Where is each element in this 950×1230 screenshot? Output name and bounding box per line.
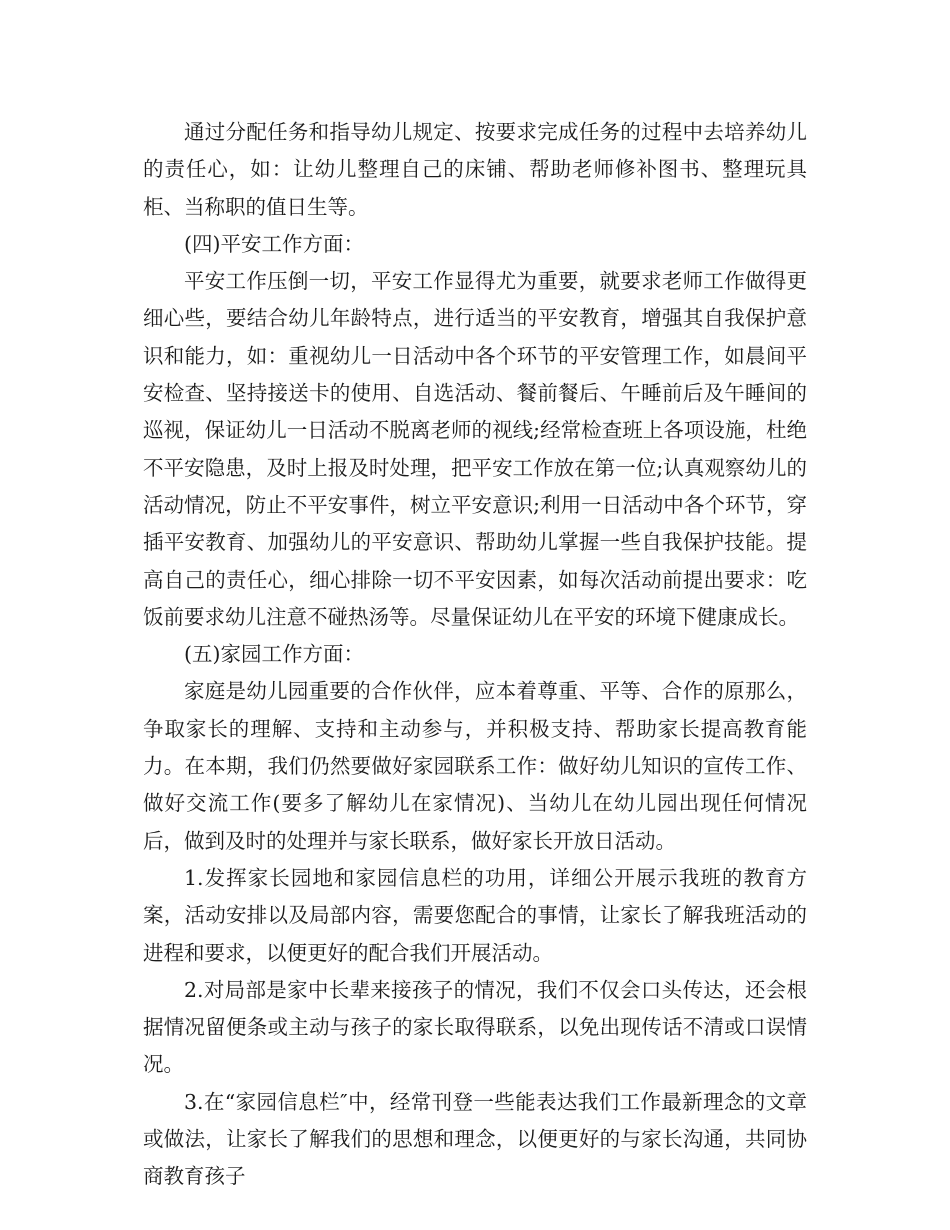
list-item-1: 1.发挥家长园地和家园信息栏的功用，详细公开展示我班的教育方案，活动安排以及局部内容，需要您配合的事情，让家长了解我班活动的进程和要求，以便更好的配合我们开展活动。 — [143, 865, 807, 965]
heading-home-school-work: (五)家园工作方面： — [184, 642, 364, 667]
paragraph-safety-work: 平安工作压倒一切，平安工作显得尤为重要，就要求老师工作做得更细心些，要结合幼儿年龄特点，进行适当的平安教育，增强其自我保护意识和能力，如：重视幼儿一日活动中各个环节的平安管理工作，如晨间平安检查、坚持接送卡的使用、自选活动、餐前餐后、午睡前后及午睡间的巡视，保证幼儿一日活动不脱离老师的视线;经常检查班上各项设施，杜绝不平安隐患，及时上报及时处理，把平安工作放在第一位;认真观察幼儿的活动情况，防止不平安事件，树立平安意识;利用一日活动中各个环节，穿插平安教育、加强幼儿的平安意识、帮助幼儿掌握一些自我保护技能。提高自己的责任心，细心排除一切不平安因素，如每次活动前提出要求：吃饭前要求幼儿注意不碰热汤等。尽量保证幼儿在平安的环境下健康成长。 — [143, 269, 807, 629]
document-body — [143, 114, 807, 1196]
paragraph-responsibility: 通过分配任务和指导幼儿规定、按要求完成任务的过程中去培养幼儿的责任心，如：让幼儿整理自己的床铺、帮助老师修补图书、整理玩具柜、当称职的值日生等。 — [143, 120, 807, 219]
list-item-2: 2.对局部是家中长辈来接孩子的情况，我们不仅会口头传达，还会根据情况留便条或主动与孩子的家长取得联系，以免出现传话不清或口误情况。 — [143, 977, 807, 1077]
paragraph-home-school-work: 家庭是幼儿园重要的合作伙伴，应本着尊重、平等、合作的原那么，争取家长的理解、支持和主动参与，并积极支持、帮助家长提高教育能力。在本期，我们仍然要做好家园联系工作：做好幼儿知识的宣传工作、做好交流工作(要多了解幼儿在家情况)、当幼儿在幼儿园出现任何情况后，做到及时的处理并与家长联系，做好家长开放日活动。 — [143, 679, 807, 853]
heading-safety-work: (四)平安工作方面： — [184, 231, 364, 256]
list-item-3: 3.在“家园信息栏″中，经常刊登一些能表达我们工作最新理念的文章或做法，让家长了解我们的思想和理念，以便更好的与家长沟通，共同协商教育孩子 — [143, 1089, 807, 1189]
